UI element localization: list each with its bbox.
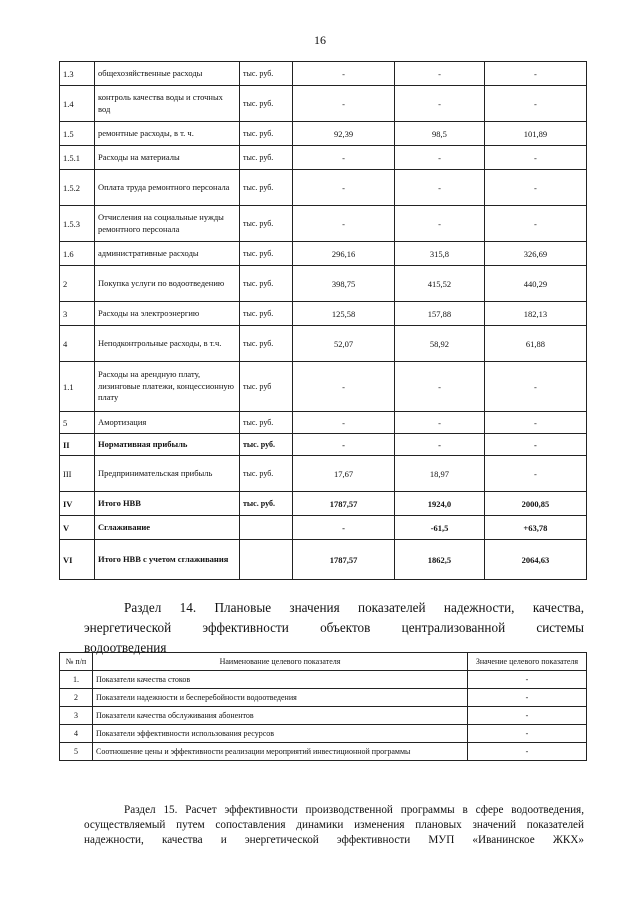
row-unit: тыс. руб. (240, 62, 293, 86)
section-15-paragraph (84, 803, 584, 848)
row-name: Неподконтрольные расходы, в т.ч. (95, 326, 240, 362)
row-name: Покупка услуги по водоотведению (95, 266, 240, 302)
row-value-2: - (395, 206, 485, 242)
row-unit: тыс. руб. (240, 434, 293, 456)
row-value-2: 18,97 (395, 456, 485, 492)
row-value-1: 52,07 (293, 326, 395, 362)
row-value-2: 415,52 (395, 266, 485, 302)
row-value-1: - (293, 206, 395, 242)
row-indicator-value: - (468, 725, 587, 743)
section-14-line-3: водоотведения (84, 640, 167, 655)
header-number: № п/п (60, 653, 93, 671)
row-code: 4 (60, 326, 95, 362)
row-code: III (60, 456, 95, 492)
table-row (60, 206, 587, 242)
row-value-3: - (484, 170, 586, 206)
row-value-2: 98,5 (395, 122, 485, 146)
row-value-3: 2000,85 (484, 492, 586, 516)
row-code: 1.1 (60, 362, 95, 412)
table-row (60, 743, 587, 761)
row-name: Амортизация (95, 412, 240, 434)
row-indicator-name: Показатели надежности и бесперебойности водоотведения (93, 689, 468, 707)
table-row (60, 516, 587, 540)
row-name: Сглаживание (95, 516, 240, 540)
row-code: 1.5.3 (60, 206, 95, 242)
section-15-line-1: Раздел 15. Расчет эффективности производственной программы в сфере водоотведения, (124, 804, 584, 816)
table-row (60, 302, 587, 326)
row-name: общехозяйственные расходы (95, 62, 240, 86)
row-number: 4 (60, 725, 93, 743)
row-code: 2 (60, 266, 95, 302)
row-name: Предпринимательская прибыль (95, 456, 240, 492)
row-value-1: - (293, 170, 395, 206)
row-code: 1.5.1 (60, 146, 95, 170)
table-row (60, 434, 587, 456)
row-name: Отчисления на социальные нужды ремонтного персонала (95, 206, 240, 242)
row-value-2: 1862,5 (395, 540, 485, 580)
row-value-1: - (293, 516, 395, 540)
row-unit: тыс. руб. (240, 146, 293, 170)
row-value-3: - (484, 146, 586, 170)
row-unit (240, 540, 293, 580)
section-14-heading (84, 598, 584, 658)
row-code: 1.3 (60, 62, 95, 86)
row-value-3: 326,69 (484, 242, 586, 266)
row-name: Итого НВВ (95, 492, 240, 516)
table-row (60, 146, 587, 170)
target-indicators-table (59, 652, 587, 761)
table-row (60, 326, 587, 362)
table-row (60, 456, 587, 492)
table-row (60, 540, 587, 580)
row-value-1: 17,67 (293, 456, 395, 492)
table-row (60, 689, 587, 707)
row-value-3: - (484, 86, 586, 122)
row-value-3: 2064,63 (484, 540, 586, 580)
row-unit (240, 516, 293, 540)
row-unit: тыс. руб. (240, 242, 293, 266)
row-unit: тыс. руб. (240, 170, 293, 206)
row-code: 5 (60, 412, 95, 434)
row-code: IV (60, 492, 95, 516)
section-15-line-2: осуществляемый путем сопоставления динамики изменения плановых значений показателей (84, 819, 584, 831)
table-row (60, 492, 587, 516)
row-value-2: 315,8 (395, 242, 485, 266)
table-row (60, 170, 587, 206)
row-value-1: - (293, 86, 395, 122)
row-value-1: 296,16 (293, 242, 395, 266)
table-row (60, 412, 587, 434)
row-name: Итого НВВ с учетом сглаживания (95, 540, 240, 580)
table-row (60, 362, 587, 412)
row-code: VI (60, 540, 95, 580)
row-value-3: 440,29 (484, 266, 586, 302)
row-code: 1.5 (60, 122, 95, 146)
row-value-3: 101,89 (484, 122, 586, 146)
row-number: 1. (60, 671, 93, 689)
row-value-2: - (395, 86, 485, 122)
row-value-3: - (484, 412, 586, 434)
table-row (60, 671, 587, 689)
table-header-row (60, 653, 587, 671)
row-value-3: 182,13 (484, 302, 586, 326)
cost-table (59, 61, 587, 580)
row-code: V (60, 516, 95, 540)
row-name: административные расходы (95, 242, 240, 266)
row-value-2: 157,88 (395, 302, 485, 326)
row-value-3: - (484, 62, 586, 86)
row-unit: тыс. руб. (240, 122, 293, 146)
table-row (60, 242, 587, 266)
row-unit: тыс. руб. (240, 492, 293, 516)
row-value-1: - (293, 362, 395, 412)
row-value-3: 61,88 (484, 326, 586, 362)
row-value-1: - (293, 412, 395, 434)
row-unit: тыс. руб. (240, 326, 293, 362)
row-code: II (60, 434, 95, 456)
row-code: 1.5.2 (60, 170, 95, 206)
row-unit: тыс. руб. (240, 266, 293, 302)
table-row (60, 62, 587, 86)
row-value-2: - (395, 362, 485, 412)
section-14-line-1: Раздел 14. Плановые значения показателей надежности, качества, (124, 600, 584, 615)
row-value-3: - (484, 456, 586, 492)
row-name: Оплата труда ремонтного персонала (95, 170, 240, 206)
row-value-2: - (395, 146, 485, 170)
section-15-line-3: надежности, качества и энергетической эффективности МУП «Иванинское ЖКХ» (84, 834, 584, 846)
table-row (60, 266, 587, 302)
row-number: 2 (60, 689, 93, 707)
row-number: 5 (60, 743, 93, 761)
row-code: 3 (60, 302, 95, 326)
row-name: Расходы на материалы (95, 146, 240, 170)
row-unit: тыс. руб. (240, 206, 293, 242)
row-value-3: - (484, 434, 586, 456)
row-unit: тыс. руб. (240, 412, 293, 434)
row-indicator-name: Соотношение цены и эффективности реализации мероприятий инвестиционной программы (93, 743, 468, 761)
row-value-2: - (395, 62, 485, 86)
row-value-1: 92,39 (293, 122, 395, 146)
row-unit: тыс. руб. (240, 302, 293, 326)
row-indicator-name: Показатели эффективности использования ресурсов (93, 725, 468, 743)
row-value-2: - (395, 434, 485, 456)
row-value-3: - (484, 362, 586, 412)
row-value-2: - (395, 412, 485, 434)
row-name: Расходы на электроэнергию (95, 302, 240, 326)
row-indicator-name: Показатели качества стоков (93, 671, 468, 689)
row-value-3: - (484, 206, 586, 242)
row-number: 3 (60, 707, 93, 725)
row-indicator-value: - (468, 671, 587, 689)
row-value-1: 1787,57 (293, 540, 395, 580)
row-value-1: 125,58 (293, 302, 395, 326)
row-code: 1.4 (60, 86, 95, 122)
row-indicator-value: - (468, 707, 587, 725)
row-unit: тыс. руб (240, 362, 293, 412)
table-row (60, 707, 587, 725)
row-value-1: - (293, 434, 395, 456)
page-number: 16 (314, 33, 326, 47)
header-name: Наименование целевого показателя (93, 653, 468, 671)
row-value-3: +63,78 (484, 516, 586, 540)
row-value-2: - (395, 170, 485, 206)
row-indicator-name: Показатели качества обслуживания абонентов (93, 707, 468, 725)
row-name: ремонтные расходы, в т. ч. (95, 122, 240, 146)
table-row (60, 86, 587, 122)
row-value-1: 1787,57 (293, 492, 395, 516)
table-row (60, 122, 587, 146)
row-unit: тыс. руб. (240, 456, 293, 492)
row-name: контроль качества воды и сточных вод (95, 86, 240, 122)
table-row (60, 725, 587, 743)
row-value-1: 398,75 (293, 266, 395, 302)
row-value-2: -61,5 (395, 516, 485, 540)
row-value-2: 58,92 (395, 326, 485, 362)
row-value-1: - (293, 146, 395, 170)
row-name: Расходы на арендную плату, лизинговые платежи, концессионную плату (95, 362, 240, 412)
section-14-line-2: энергетической эффективности объектов централизованной системы (84, 620, 584, 635)
row-name: Нормативная прибыль (95, 434, 240, 456)
row-indicator-value: - (468, 689, 587, 707)
row-value-1: - (293, 62, 395, 86)
row-unit: тыс. руб. (240, 86, 293, 122)
row-value-2: 1924,0 (395, 492, 485, 516)
row-code: 1.6 (60, 242, 95, 266)
header-value: Значение целевого показателя (468, 653, 587, 671)
row-indicator-value: - (468, 743, 587, 761)
